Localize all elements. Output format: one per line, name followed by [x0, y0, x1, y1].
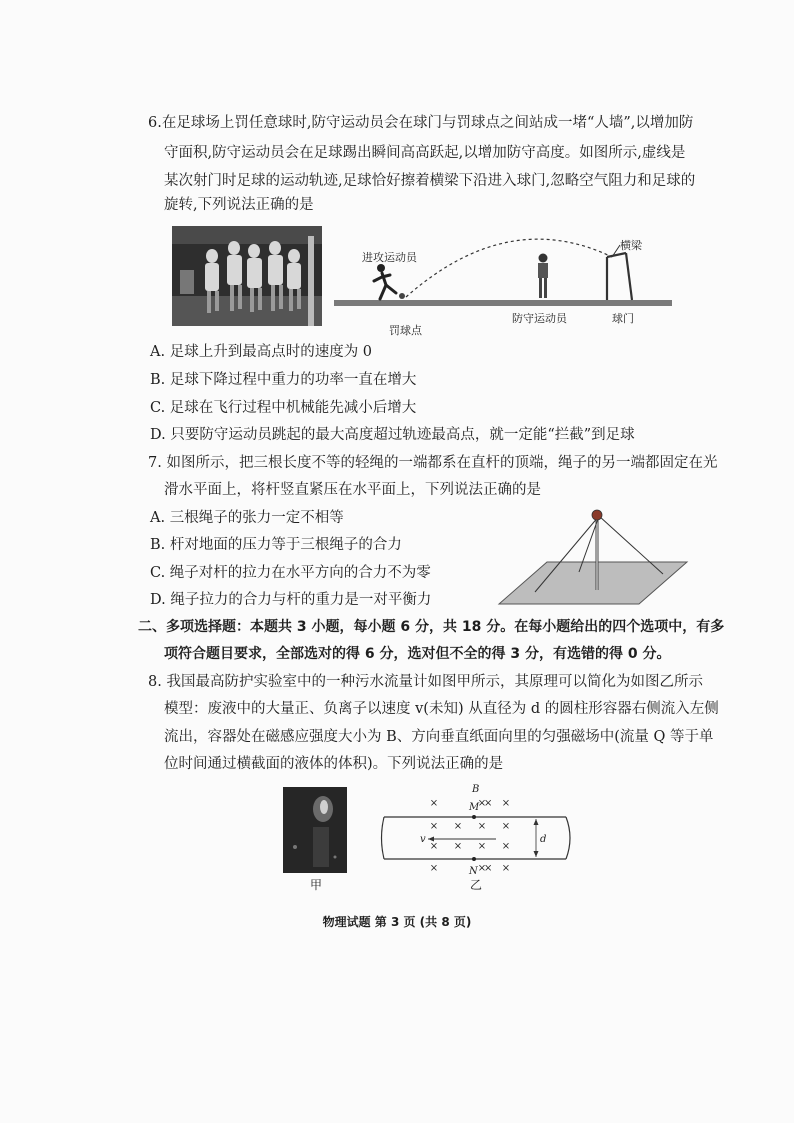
field-cross-mark: × [429, 841, 439, 852]
q7-option-c: C. 绳子对杆的拉力在水平方向的合力不为零 [150, 565, 431, 581]
q6-stem-line-2: 守面积,防守运动员会在足球踢出瞬间高高跃起,以增加防守高度。如图所示,虚线是 [164, 145, 686, 161]
label-attacker: 进攻运动员 [362, 251, 417, 264]
field-cross-mark: × [501, 798, 511, 809]
q6-stem-line-4: 旋转,下列说法正确的是 [164, 197, 314, 213]
field-cross-mark: × [429, 863, 439, 874]
field-cross-mark: × [501, 821, 511, 832]
label-penalty-spot: 罚球点 [389, 324, 422, 337]
label-v: v [420, 834, 426, 845]
label-B: B [472, 784, 480, 795]
q8-stem-line-2: 模型：废液中的大量正、负离子以速度 v(未知) 从直径为 d 的圆柱形容器右侧流入左侧 [164, 701, 719, 717]
field-cross-mark: × [477, 821, 487, 832]
field-cross-mark: × [484, 863, 493, 874]
rod-ropes-diagram [495, 506, 690, 608]
section2-heading-line-1: 二、多项选择题：本题共 3 小题，每小题 6 分，共 18 分。在每小题给出的四个选项中，有多 [138, 619, 725, 635]
q7-stem-line-2: 滑水平面上，将杆竖直紧压在水平面上，下列说法正确的是 [164, 482, 541, 498]
label-M: M [469, 802, 480, 813]
label-jia: 甲 [310, 878, 323, 892]
label-d: d [540, 834, 547, 845]
q6-option-d: D. 只要防守运动员跳起的最大高度超过轨迹最高点，就一定能“拦截”到足球 [150, 427, 635, 443]
label-yi: 乙 [470, 878, 483, 892]
q7-option-a: A. 三根绳子的张力一定不相等 [150, 510, 344, 526]
q6-option-a: A. 足球上升到最高点时的速度为 0 [150, 344, 373, 360]
field-cross-mark: × [477, 841, 487, 852]
field-cross-mark: × [453, 821, 463, 832]
q6-stem-line-3: 某次射门时足球的运动轨迹,足球恰好擦着横梁下沿进入球门,忽略空气阻力和足球的 [164, 173, 696, 189]
q7-option-b: B. 杆对地面的压力等于三根绳子的合力 [150, 537, 402, 553]
wall-photo [172, 226, 322, 326]
q8-stem-line-3: 流出，容器处在磁感应强度大小为 B、方向垂直纸面向里的匀强磁场中(流量 Q 等于单 [164, 729, 714, 745]
q6-stem-line-1: 6.在足球场上罚任意球时,防守运动员会在球门与罚球点之间站成一堵“人墙”,以增加防 [148, 115, 694, 131]
field-cross-mark: × [477, 863, 487, 874]
field-cross-mark: × [453, 841, 463, 852]
q7-stem-line-1: 7. 如图所示，把三根长度不等的轻绳的一端都系在直杆的顶端，绳子的另一端都固定在光 [148, 455, 718, 471]
page-footer: 物理试题 第 3 页 (共 8 页) [322, 915, 472, 929]
field-cross-mark: × [501, 863, 511, 874]
label-crossbar: 横梁 [620, 239, 642, 252]
flowmeter-photo [283, 787, 347, 873]
field-cross-mark: × [477, 798, 487, 809]
label-goal: 球门 [612, 312, 634, 325]
q6-option-b: B. 足球下降过程中重力的功率一直在增大 [150, 372, 417, 388]
magnetic-flowmeter-diagram [378, 782, 578, 878]
q8-stem-line-4: 位时间通过横截面的液体的体积)。下列说法正确的是 [164, 756, 504, 772]
q8-stem-line-1: 8. 我国最高防护实验室中的一种污水流量计如图甲所示，其原理可以简化为如图乙所示 [148, 674, 703, 690]
label-defender: 防守运动员 [512, 312, 567, 325]
field-cross-mark: × [429, 798, 439, 809]
q6-option-c: C. 足球在飞行过程中机械能先减小后增大 [150, 400, 417, 416]
field-cross-mark: × [429, 821, 439, 832]
section2-heading-line-2: 项符合题目要求，全部选对的得 6 分，选对但不全的得 3 分，有选错的得 0 分。 [164, 646, 671, 662]
field-cross-mark: × [484, 798, 493, 809]
q7-option-d: D. 绳子拉力的合力与杆的重力是一对平衡力 [150, 592, 432, 608]
field-cross-mark: × [501, 841, 511, 852]
label-N: N [469, 866, 478, 877]
